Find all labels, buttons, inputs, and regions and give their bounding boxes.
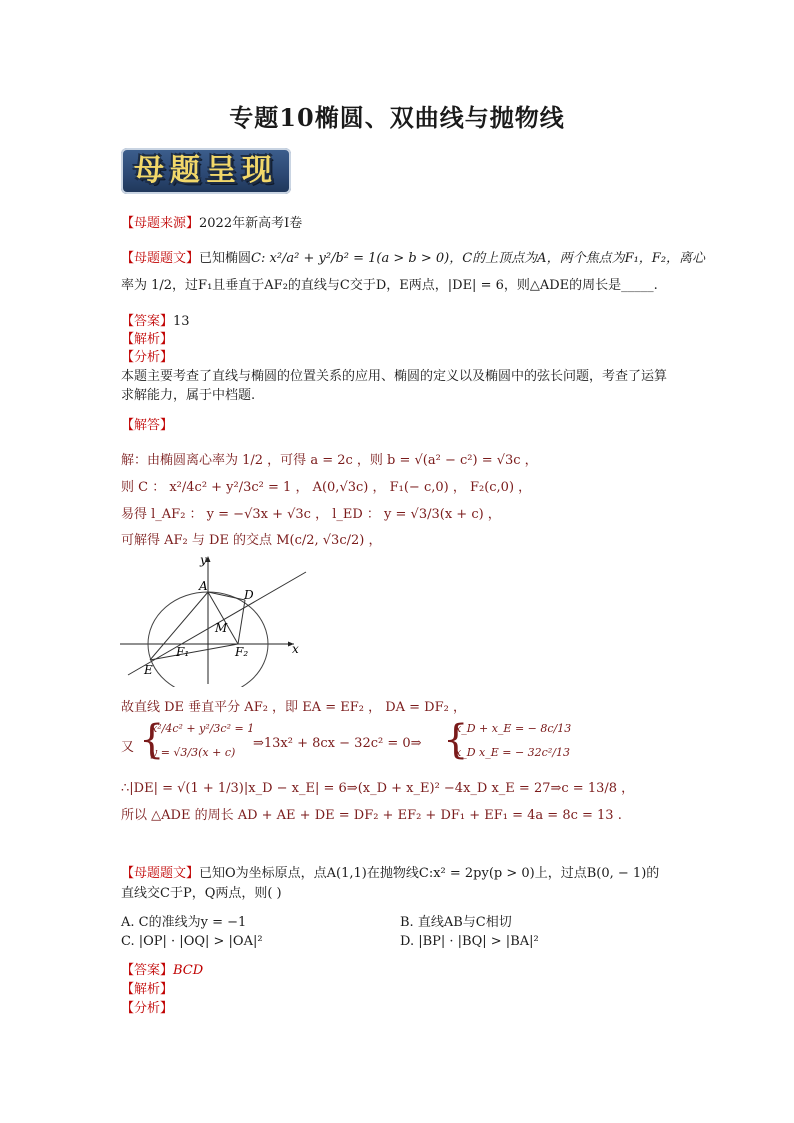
q2-line1 (121, 865, 659, 883)
result-eq-1: x_D + x_E = − 8c/13 (455, 722, 572, 735)
section-banner (121, 148, 291, 194)
option-c: C. |OP| · |OQ| > |OA|² (121, 934, 263, 949)
line-AF2 (208, 592, 238, 644)
solution-line-6 (121, 716, 681, 770)
q2-line1-text: 已知O为坐标原点，点A(1,1)在抛物线C:x² = 2py(p > 0)上，过点B(0, − 1)的 (199, 866, 660, 881)
solution-line-5: 故直线 DE 垂直平分 AF₂ ，即 EA = EF₂ ， DA = DF₂ ， (121, 700, 466, 715)
sys-eq-1: x²/4c² + y²/3c² = 1 (151, 722, 255, 735)
q2-fenxi-tag: 【分析】 (121, 1001, 174, 1016)
source-line (121, 215, 302, 233)
q1-answer-line (121, 313, 190, 331)
page-title: 专题10椭圆、双曲线与抛物线 (229, 103, 565, 132)
solution-line-2: 则 C ： x²/4c² + y²/3c² = 1 ， A(0,√3c) ， F₁(− c,0) ， F₂(c,0) ， (121, 480, 532, 495)
option-d: D. |BP| · |BQ| > |BA|² (400, 934, 539, 949)
banner-text: 母题呈现 (134, 153, 278, 188)
q2-answer-line (121, 962, 203, 980)
segment-AD (208, 592, 245, 600)
q1-answer-tag: 【答案】 (121, 314, 174, 329)
q1-line1 (121, 250, 705, 268)
q1-analysis-tag: 【解析】 (121, 332, 174, 347)
label-x: x (292, 642, 299, 656)
q2-line2: 直线交C于P，Q两点，则( ) (121, 886, 282, 901)
right-brace: { (443, 717, 469, 763)
label-A: A (199, 579, 208, 593)
segment-DF2 (238, 600, 245, 644)
option-b: B. 直线AB与C相切 (400, 915, 512, 930)
label-D: D (244, 588, 254, 602)
solution-line-4: 可解得 AF₂ 与 DE 的交点 M(c/2, √3c/2) ， (121, 533, 382, 548)
label-M: M (215, 621, 228, 635)
solution-line-8: 所以 △ADE 的周长 AD + AE + DE = DF₂ + EF₂ + DF₁ + EF₁ = 4a = 8c = 13 . (121, 808, 622, 823)
solution-line-7: ∴|DE| = √(1 + 1/3)|x_D − x_E| = 6⇒(x_D + x_E)² −4x_D x_E = 27⇒c = 13/8 ， (121, 781, 635, 796)
label-E: E (144, 663, 153, 677)
q1-question-tag: 【母题题文】 (121, 251, 200, 266)
sys-eq-2: y = √3/3(x + c) (151, 746, 236, 759)
q2-answer-tag: 【答案】 (121, 963, 174, 978)
solution-line-3: 易得 l_AF₂ ： y = −√3x + √3c ， l_ED ： y = √3/3(x + c) ， (121, 507, 501, 522)
q1-fenxi-text: 本题主要考查了直线与椭圆的位置关系的应用、椭圆的定义以及椭圆中的弦长问题，考查了运算求解能力，属于中档题. (121, 369, 668, 403)
q2-answer: BCD (173, 963, 204, 978)
segment-EF2 (150, 644, 238, 660)
q2-question-tag: 【母题题文】 (121, 866, 200, 881)
q2-analysis-tag: 【解析】 (121, 982, 174, 997)
ellipse-diagram (118, 552, 308, 687)
source-text: 2022年新高考Ⅰ卷 (199, 216, 303, 231)
q1-fenxi-tag: 【分析】 (121, 350, 174, 365)
label-y: y (200, 553, 207, 567)
q1-line1-eq: C: x²/a² + y²/b² = 1(a > b > 0)，C的上顶点为A，两个焦点为F₁，F₂，离心 (251, 251, 706, 266)
sol6-mid: ⇒13x² + 8cx − 32c² = 0⇒ (253, 736, 422, 751)
label-F1: F₁ (176, 645, 190, 659)
result-eq-2: x_D x_E = − 32c²/13 (455, 746, 570, 759)
sol6-pre: 又 (121, 740, 135, 755)
q1-answer: 13 (173, 314, 190, 329)
solution-line-1: 解：由椭圆离心率为 1/2 ，可得 a = 2c ，则 b = √(a² − c²) = √3c ， (121, 453, 538, 468)
left-brace: { (139, 717, 165, 763)
option-a: A. C的准线为y = −1 (121, 915, 247, 930)
q1-jieda-tag: 【解答】 (121, 418, 174, 433)
label-F2: F₂ (235, 645, 249, 659)
q1-line2: 率为 1/2，过F₁且垂直于AF₂的直线与C交于D，E两点，|DE| = 6，则△ADE的周长是_____. (121, 278, 658, 293)
q1-line1-pre: 已知椭圆 (199, 251, 252, 266)
source-tag: 【母题来源】 (121, 216, 200, 231)
